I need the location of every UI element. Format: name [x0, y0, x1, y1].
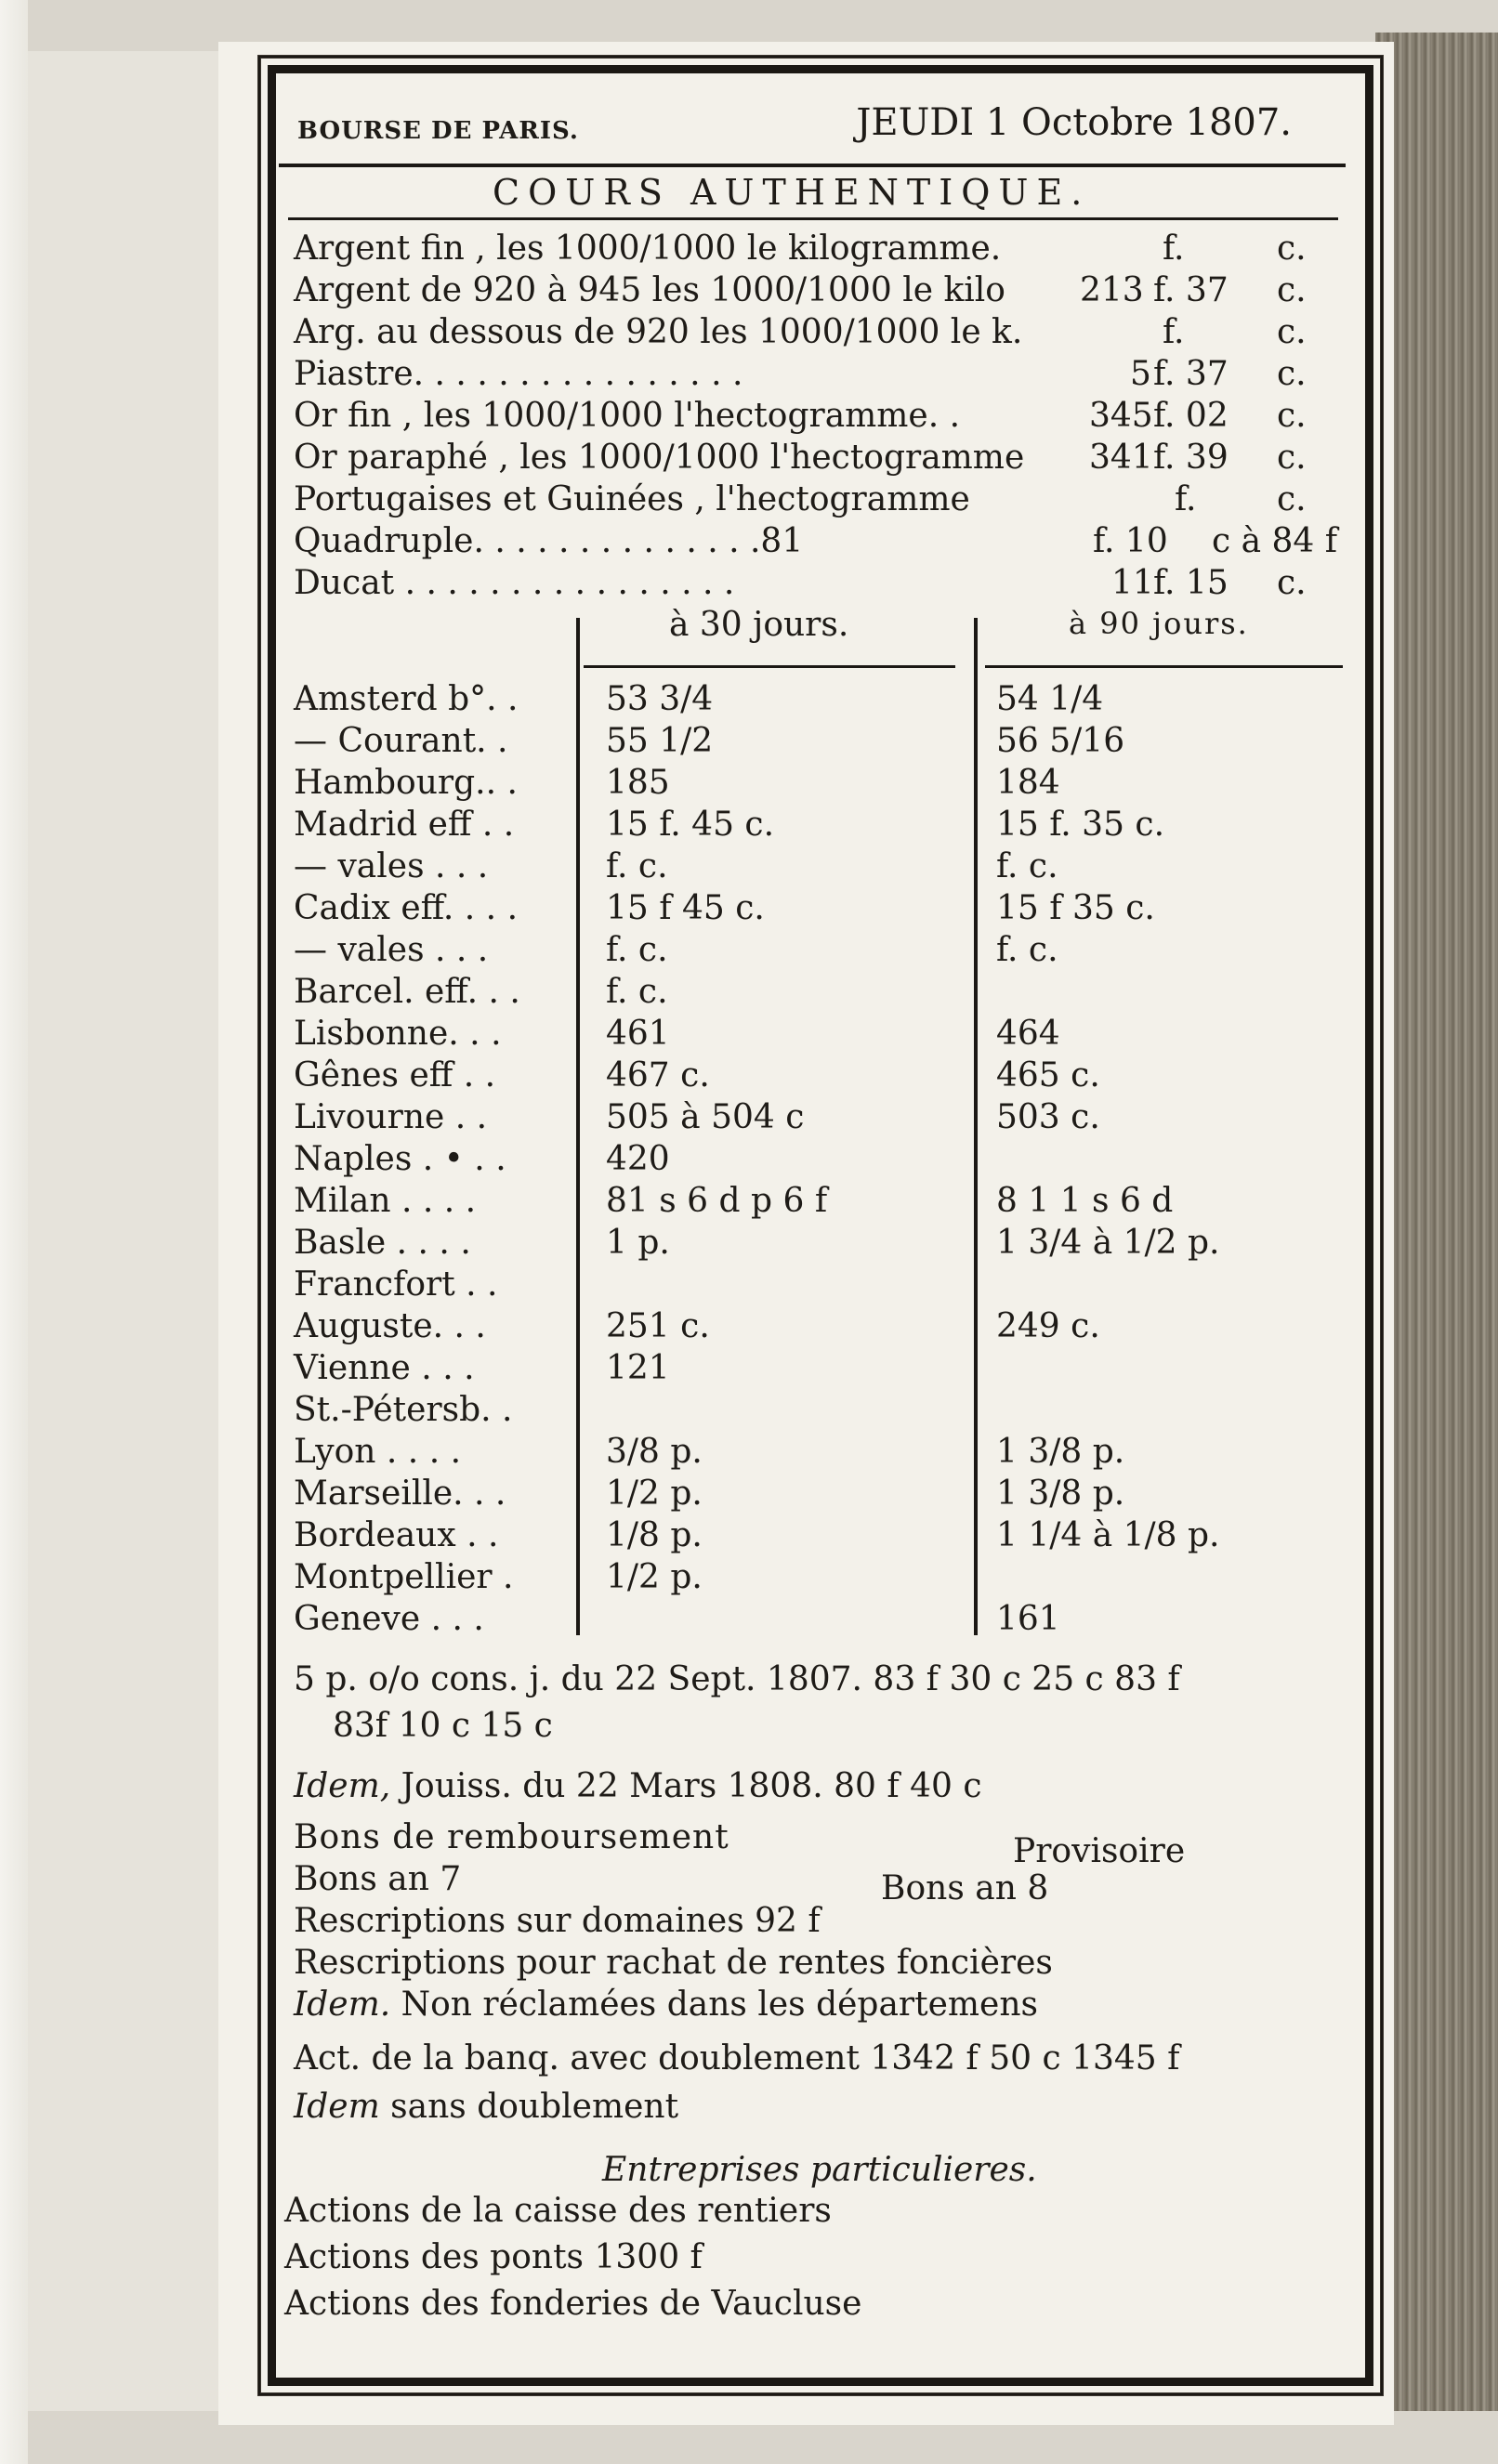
idem-text: sans doublement	[390, 2088, 679, 2126]
exchange-rate-30-jours: 461	[606, 1015, 670, 1053]
exchange-city: Bordeaux . .	[294, 1516, 499, 1554]
metal-label: Argent fin , les 1000/1000 le kilogramme.	[294, 229, 1002, 268]
metal-row	[294, 355, 1344, 395]
exchange-rate-30-jours: 1/2 p.	[606, 1474, 703, 1513]
idem-non-reclamees	[294, 1988, 1038, 2022]
exchange-rate-30-jours: 420	[606, 1140, 670, 1178]
column-header-90-jours: à 90 jours.	[1069, 606, 1249, 641]
exchange-rate-90-jours: 1 3/4 à 1/2 p.	[996, 1224, 1220, 1262]
exchange-city: Milan . . . .	[294, 1182, 477, 1220]
col1-rule	[584, 665, 955, 668]
metal-value: 341	[1089, 439, 1153, 477]
rescriptions-rachat: Rescriptions pour rachat de rentes foncières	[294, 1944, 1053, 1982]
facing-page-edge	[28, 51, 220, 2411]
metal-row	[294, 480, 1344, 520]
metal-value: 11	[1111, 564, 1154, 602]
idem-text: Jouiss. du 22 Mars 1808. 80 f 40 c	[401, 1767, 982, 1805]
exchange-city: — vales . . .	[294, 847, 489, 885]
entreprise-item: Actions des ponts 1300 f	[284, 2238, 703, 2276]
actions-banque: Act. de la banq. avec doublement 1342 f 50 c 1345 f	[294, 2039, 1180, 2077]
metal-label: Quadruple. . . . . . . . . . . . . .81	[294, 522, 804, 560]
exchange-city: Basle . . . .	[294, 1224, 471, 1262]
exchange-rate-30-jours: 121	[606, 1349, 670, 1387]
metal-value: 345	[1089, 397, 1153, 435]
exchange-city: St.-Pétersb. .	[294, 1391, 513, 1429]
exchange-rate-30-jours: 3/8 p.	[606, 1433, 703, 1471]
exchange-rate-30-jours: 55 1/2	[606, 722, 714, 760]
metal-row	[294, 397, 1344, 437]
column-divider-left	[576, 618, 580, 1635]
metal-centimes: c à 84 f	[1212, 522, 1338, 560]
metal-francs: f.	[1163, 313, 1185, 351]
exchange-city: Auguste. . .	[294, 1307, 486, 1345]
exchange-rate-90-jours: 15 f 35 c.	[996, 889, 1155, 927]
exchange-city: Geneve . . .	[294, 1600, 484, 1638]
exchange-rate-90-jours: 184	[996, 764, 1060, 802]
metal-row	[294, 313, 1344, 353]
rente-idem-line	[294, 1767, 982, 1805]
exchange-rate-90-jours: 1 1/4 à 1/8 p.	[996, 1516, 1220, 1554]
idem-label: Idem,	[294, 1767, 391, 1805]
exchange-rate-90-jours: 249 c.	[996, 1307, 1100, 1345]
exchange-rate-90-jours: 503 c.	[996, 1098, 1100, 1136]
exchange-city: — vales . . .	[294, 931, 489, 969]
exchange-city: Lyon . . . .	[294, 1433, 462, 1471]
header-rule	[279, 164, 1346, 167]
entreprise-item: Actions des fonderies de Vaucluse	[284, 2285, 862, 2323]
bons-remboursement: Bons de remboursement	[294, 1818, 729, 1856]
entreprises-heading: Entreprises particulieres.	[602, 2151, 1037, 2189]
metal-francs: f. 15	[1153, 564, 1229, 602]
metal-centimes: c.	[1277, 480, 1307, 518]
metal-centimes: c.	[1277, 439, 1307, 477]
exchange-rate-90-jours: 1 3/8 p.	[996, 1474, 1125, 1513]
exchange-rate-30-jours: 185	[606, 764, 670, 802]
exchange-city: Francfort . .	[294, 1265, 498, 1304]
metal-label: Ducat . . . . . . . . . . . . . . . .	[294, 564, 735, 602]
metal-centimes: c.	[1277, 313, 1307, 351]
exchange-rate-30-jours: 1/2 p.	[606, 1558, 703, 1596]
exchange-city: Cadix eff. . . .	[294, 889, 519, 927]
bons-an-8: Bons an 8	[881, 1869, 1049, 1907]
metal-francs: f. 37	[1153, 271, 1229, 309]
exchange-city: Amsterd b°. .	[294, 680, 519, 718]
idem-sans-doublement	[294, 2090, 678, 2124]
book-gutter	[0, 0, 28, 2464]
exchange-rate-30-jours: f. c.	[606, 847, 668, 885]
exchange-city: Montpellier .	[294, 1558, 514, 1596]
idem-label: Idem.	[294, 1986, 391, 2024]
entreprise-item: Actions de la caisse des rentiers	[284, 2192, 832, 2230]
header-left: BOURSE DE PARIS.	[297, 117, 579, 145]
metal-francs: f.	[1175, 480, 1197, 518]
exchange-rate-90-jours: 1 3/8 p.	[996, 1433, 1125, 1471]
exchange-rate-30-jours: 15 f 45 c.	[606, 889, 765, 927]
idem-label: Idem	[294, 2088, 380, 2126]
exchange-rate-90-jours: 8 1 1 s 6 d	[996, 1182, 1174, 1220]
metal-row	[294, 564, 1344, 604]
exchange-city: Marseille. . .	[294, 1474, 506, 1513]
metal-centimes: c.	[1277, 229, 1307, 268]
bons-an-7: Bons an 7	[294, 1860, 462, 1898]
exchange-rate-30-jours: 1/8 p.	[606, 1516, 703, 1554]
metal-value: 5	[1130, 355, 1151, 393]
exchange-city: Barcel. eff. . .	[294, 973, 520, 1011]
exchange-rate-30-jours: 1 p.	[606, 1224, 670, 1262]
metal-label: Argent de 920 à 945 les 1000/1000 le kilo	[294, 271, 1005, 309]
exchange-city: Madrid eff . .	[294, 806, 515, 844]
metal-francs: f. 02	[1153, 397, 1229, 435]
metal-row	[294, 522, 1344, 562]
metal-row	[294, 441, 1344, 478]
bons-provisoire: Provisoire	[1013, 1832, 1186, 1870]
exchange-rate-90-jours: 161	[996, 1600, 1060, 1638]
metal-row	[294, 229, 1344, 269]
exchange-rate-30-jours: 81 s 6 d p 6 f	[606, 1182, 828, 1220]
page-title: COURS AUTHENTIQUE.	[493, 172, 1091, 213]
idem-text: Non réclamées dans les départemens	[401, 1986, 1039, 2024]
column-header-30-jours: à 30 jours.	[669, 606, 849, 644]
exchange-rate-90-jours: f. c.	[996, 931, 1058, 969]
rescriptions-domaines: Rescriptions sur domaines 92 f	[294, 1902, 821, 1940]
metal-centimes: c.	[1277, 271, 1307, 309]
exchange-rate-30-jours: 505 à 504 c	[606, 1098, 805, 1136]
exchange-rate-30-jours: f. c.	[606, 931, 668, 969]
metal-label: Or paraphé , les 1000/1000 l'hectogramme	[294, 439, 1025, 477]
rente-5pct-line2: 83f 10 c 15 c	[333, 1707, 553, 1745]
exchange-city: Hambourg.. .	[294, 764, 518, 802]
exchange-rate-90-jours: 15 f. 35 c.	[996, 806, 1165, 844]
metal-centimes: c.	[1277, 397, 1307, 435]
exchange-rate-90-jours: 54 1/4	[996, 680, 1104, 718]
exchange-rate-30-jours: 251 c.	[606, 1307, 710, 1345]
exchange-city: Lisbonne. . .	[294, 1015, 502, 1053]
metal-centimes: c.	[1277, 564, 1307, 602]
exchange-city: Naples . • . .	[294, 1140, 506, 1178]
column-divider-right	[974, 618, 978, 1635]
exchange-rate-30-jours: f. c.	[606, 973, 668, 1011]
rente-5pct-line1: 5 p. o/o cons. j. du 22 Sept. 1807. 83 f 30 c 25 c 83 f	[294, 1660, 1180, 1698]
metal-centimes: c.	[1277, 355, 1307, 393]
metal-label: Arg. au dessous de 920 les 1000/1000 le k.	[294, 313, 1023, 351]
col2-rule	[985, 665, 1343, 668]
metal-francs: f.	[1163, 229, 1185, 268]
metal-row	[294, 271, 1344, 311]
exchange-rate-90-jours: 465 c.	[996, 1056, 1100, 1094]
metal-value: 213	[1080, 271, 1144, 309]
metal-francs: f. 39	[1153, 439, 1229, 477]
metal-label: Or fin , les 1000/1000 l'hectogramme. .	[294, 397, 961, 435]
exchange-rate-30-jours: 15 f. 45 c.	[606, 806, 775, 844]
metal-label: Portugaises et Guinées , l'hectogramme	[294, 480, 970, 518]
exchange-city: Vienne . . .	[294, 1349, 475, 1387]
metal-label: Piastre. . . . . . . . . . . . . . . .	[294, 355, 743, 393]
metal-francs: f. 37	[1153, 355, 1229, 393]
exchange-city: Livourne . .	[294, 1098, 488, 1136]
exchange-rate-30-jours: 53 3/4	[606, 680, 714, 718]
exchange-city: — Courant. .	[294, 722, 508, 760]
metal-francs: f. 10	[1093, 522, 1168, 560]
exchange-rate-90-jours: f. c.	[996, 847, 1058, 885]
exchange-rate-90-jours: 56 5/16	[996, 722, 1125, 760]
exchange-city: Gênes eff . .	[294, 1056, 496, 1094]
exchange-rate-90-jours: 464	[996, 1015, 1060, 1053]
exchange-rate-30-jours: 467 c.	[606, 1056, 710, 1094]
title-rule	[288, 217, 1338, 220]
header-date: JEUDI 1 Octobre 1807.	[856, 101, 1292, 144]
